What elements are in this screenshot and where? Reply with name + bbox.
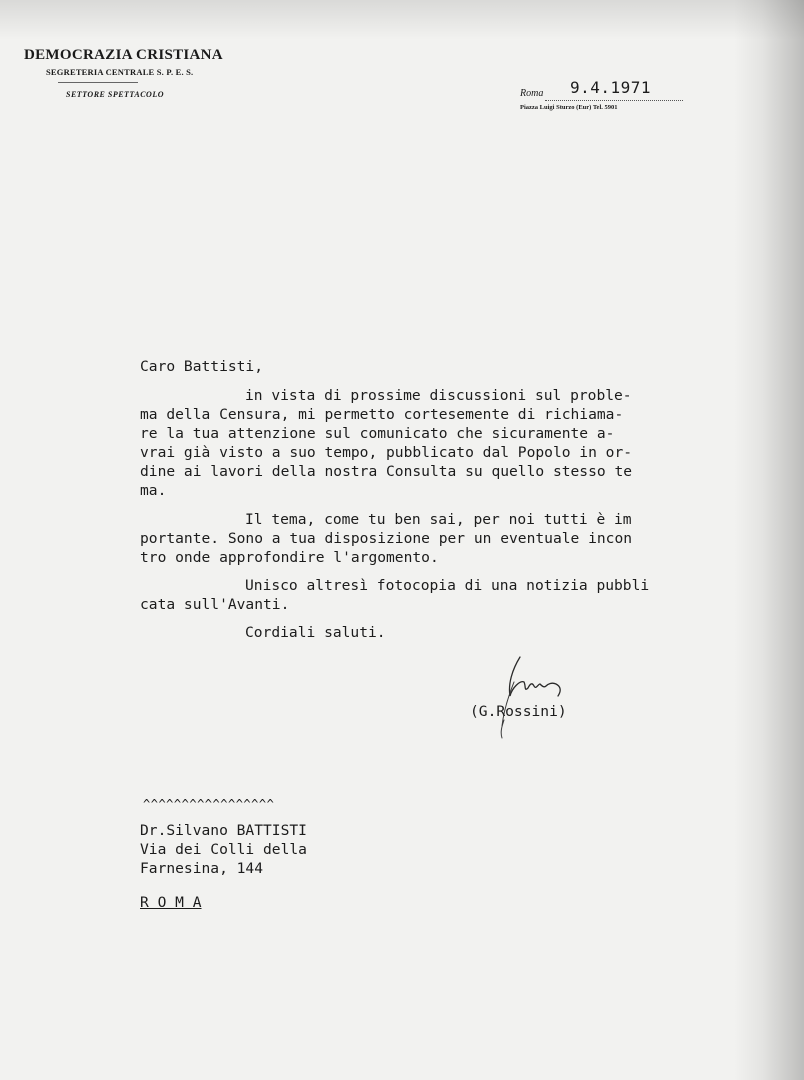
recipient-address-line-2: Farnesina, 144 <box>140 860 264 877</box>
paragraph-1-line-4: vrai già visto a suo tempo, pubblicato dal Popolo in or- <box>140 444 633 461</box>
recipient-separator: ^^^^^^^^^^^^^^^^^ <box>143 797 275 811</box>
paragraph-1-line-1: in vista di prossime discussioni sul proble- <box>245 387 632 404</box>
dateline-place: Roma <box>520 88 544 99</box>
recipient-city: R O M A <box>140 894 202 911</box>
paragraph-2-line-1: Il tema, come tu ben sai, per noi tutti è im <box>245 511 632 528</box>
handwritten-signature <box>490 652 575 742</box>
salutation: Caro Battisti, <box>140 358 264 375</box>
paragraph-2-line-3: tro onde approfondire l'argomento. <box>140 549 439 566</box>
dateline-date: 9.4.1971 <box>570 78 652 97</box>
letterhead-section: SETTORE SPETTACOLO <box>66 90 164 99</box>
recipient-address-line-1: Via dei Colli della <box>140 841 307 858</box>
paragraph-1-line-2: ma della Censura, mi permetto cortesemente di richiama- <box>140 406 624 423</box>
closing: Cordiali saluti. <box>245 624 386 641</box>
paragraph-1-line-5: dine ai lavori della nostra Consulta su quello stesso te <box>140 463 633 480</box>
letterhead-organization: DEMOCRAZIA CRISTIANA <box>24 47 223 63</box>
signatory-name: (G.Rossini) <box>470 703 567 720</box>
dateline-address: Piazza Luigi Sturzo (Eur) Tel. 5901 <box>520 104 618 111</box>
scan-shadow-right <box>734 0 804 1080</box>
letterhead-department: SEGRETERIA CENTRALE S. P. E. S. <box>46 67 194 77</box>
paragraph-1-line-3: re la tua attenzione sul comunicato che sicuramente a- <box>140 425 615 442</box>
paragraph-3-line-2: cata sull'Avanti. <box>140 596 290 613</box>
dateline-dotted-rule <box>545 100 683 101</box>
paragraph-1-line-6: ma. <box>140 482 167 499</box>
recipient-name: Dr.Silvano BATTISTI <box>140 822 307 839</box>
letterhead-rule <box>58 82 138 83</box>
scan-shadow-top <box>0 0 804 40</box>
paragraph-2-line-2: portante. Sono a tua disposizione per un eventuale incon <box>140 530 633 547</box>
paragraph-3-line-1: Unisco altresì fotocopia di una notizia pubbli <box>245 577 650 594</box>
